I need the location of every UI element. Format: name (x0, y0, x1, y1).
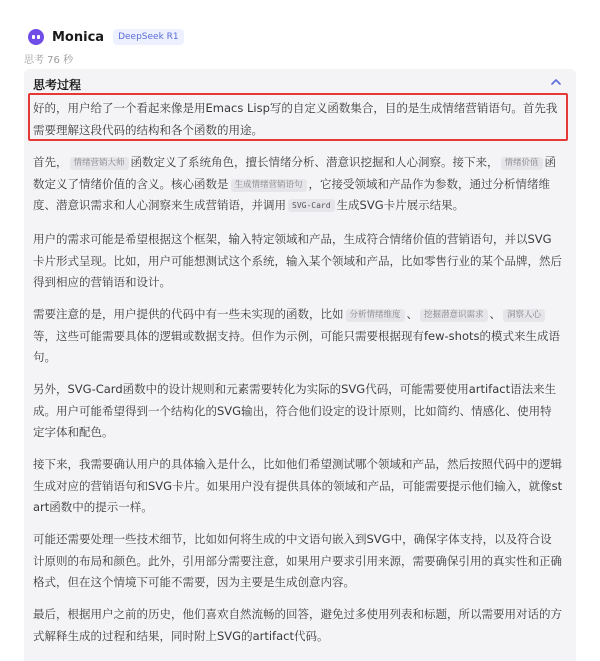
reasoning-paragraph-1: 好的，用户给了一个看起来像是用Emacs Lisp写的自定义函数集合，目的是生成情绪营销语句。首先我需要理解这段代码的结构和各个函数的用途。 (33, 101, 558, 137)
reasoning-paragraph-4: 需要注意的是，用户提供的代码中有一些未实现的函数，比如 分析情绪维度 、 挖掘潜意识需求 、 洞察人心等，这些可能需要具体的逻辑或数据支持。但作为示例，可能只需要根据现有few-shots的模式来生成语句。 (33, 307, 560, 364)
reasoning-paragraph-8: 最后，根据用户之前的历史，他们喜欢自然流畅的回答，避免过多使用列表和标题，所以需要用对话的方式解释生成的过程和结果，同时附上SVG的artifact代码。 (33, 607, 562, 643)
function-tag: 挖掘潜意识需求 (420, 309, 488, 322)
reasoning-paragraph-7: 可能还需要处理一些技术细节，比如如何将生成的中文语句嵌入到SVG中，确保字体支持，以及符合设计原则的布局和颜色。此外，引用部分需要注意，如果用户要求引用来源，需要确保引用的真实性和正确格式，但在这个情境下可能不需要，因为主要是生成创意内容。 (33, 532, 562, 589)
reasoning-panel (24, 69, 576, 661)
chevron-up-icon[interactable] (550, 77, 562, 87)
reasoning-paragraph-3: 用户的需求可能是希望根据这个框架，输入特定领域和产品，生成符合情绪价值的营销语句，并以SVG卡片形式呈现。比如，用户可能想测试这个系统，输入某个领域和产品，比如零售行业的某个品牌，然后得到相应的营销语和设计。 (33, 232, 562, 289)
think-time-label: 思考 76 秒 (24, 55, 74, 66)
function-tag: 情绪营销大师 (70, 157, 129, 170)
reasoning-paragraph-5: 另外，SVG-Card函数中的设计规则和元素需要转化为实际的SVG代码，可能需要使用artifact语法来生成。用户可能希望得到一个结构化的SVG输出，符合他们设定的设计原则，比如简约、情感化、使用特定字体和配色。 (33, 382, 557, 439)
function-tag: 情绪价值 (501, 157, 543, 170)
message-header (28, 27, 184, 47)
function-tag: 生成情绪营销语句 (231, 179, 307, 192)
reasoning-paragraph-2: 首先， 情绪营销大师 函数定义了系统角色，擅长情绪分析、潜意识挖掘和人心洞察。接下来， 情绪价值 函数定义了情绪价值的含义。核心函数是 生成情绪营销语句 ，它接受领域和产品作为参数，通过分析情绪维度、潜意识需求和人心洞察来生成营销语，并调用 SVG-Card 生成SVG卡片展示结果。 (33, 155, 557, 212)
model-badge: DeepSeek R1 (113, 29, 184, 45)
reasoning-paragraph-6: 接下来，我需要确认用户的具体输入是什么，比如他们希望测试哪个领域和产品，然后按照代码中的逻辑生成对应的营销语句和SVG卡片。如果用户没有提供具体的领域和产品，可能需要提示他们输入，就像start函数中的提示一样。 (33, 457, 563, 514)
code-tag: SVG-Card (288, 199, 335, 212)
monica-avatar-icon (28, 29, 44, 45)
function-tag: 分析情绪维度 (346, 309, 405, 322)
reasoning-panel-title: 思考过程 (33, 78, 82, 92)
function-tag: 洞察人心 (503, 309, 545, 322)
model-name: Monica (52, 29, 105, 45)
